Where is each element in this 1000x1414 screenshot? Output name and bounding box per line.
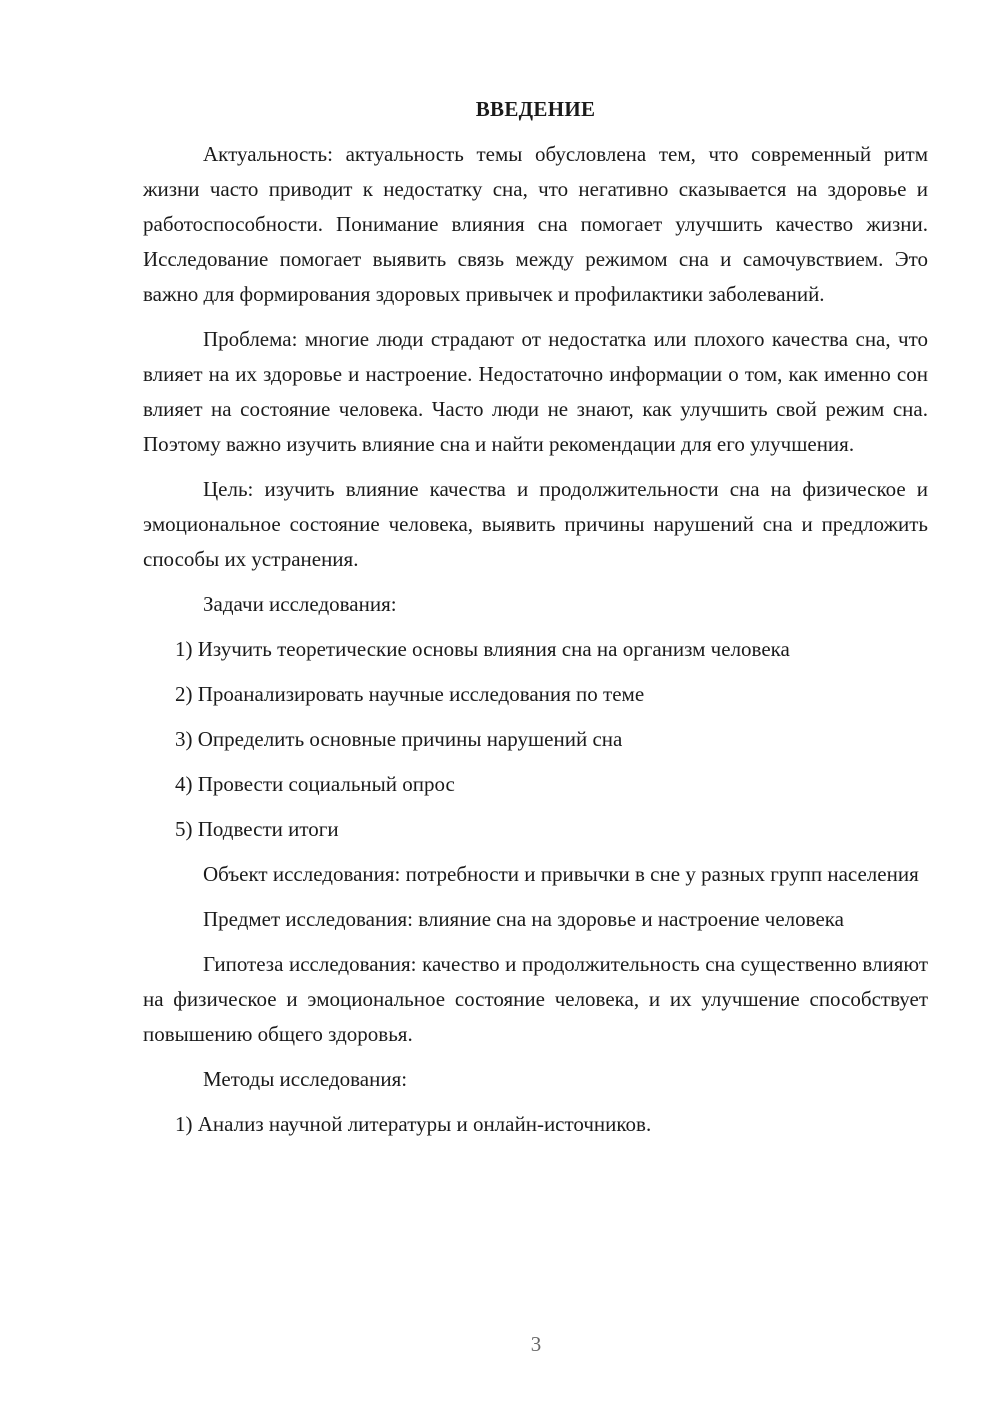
task-item: 2) Проанализировать научные исследования по теме — [175, 682, 645, 706]
paragraph-relevance: Актуальность: актуальность темы обусловлена тем, что современный ритм жизни часто приводит к недостатку сна, что негативно сказывается на здоровье и работоспособности. Понимание влияния сна помогает улучшить качество жизни. Исследование помогает выявить связь между режимом сна и самочувствием. Это важно для формирования здоровых привычек и профилактики заболеваний. — [143, 142, 928, 306]
paragraph-hypothesis: Гипотеза исследования: качество и продолжительность сна существенно влияют на физическое и эмоциональное состояние человека, и их улучшение способствует повышению общего здоровья. — [143, 952, 928, 1046]
paragraph-object: Объект исследования: потребности и привычки в сне у разных групп населения — [203, 862, 919, 886]
task-item: 3) Определить основные причины нарушений сна — [175, 727, 623, 751]
paragraph-goal: Цель: изучить влияние качества и продолжительности сна на физическое и эмоциональное состояние человека, выявить причины нарушений сна и предложить способы их устранения. — [143, 477, 928, 571]
page-title: ВВЕДЕНИЕ — [475, 97, 596, 121]
document-page — [143, 92, 928, 1152]
method-item: 1) Анализ научной литературы и онлайн-источников. — [175, 1112, 652, 1136]
page-number: 3 — [530, 1332, 542, 1356]
methods-heading: Методы исследования: — [203, 1067, 408, 1091]
task-item: 1) Изучить теоретические основы влияния сна на организм человека — [175, 637, 790, 661]
paragraph-problem: Проблема: многие люди страдают от недостатка или плохого качества сна, что влияет на их здоровье и настроение. Недостаточно информации о том, как именно сон влияет на состояние человека. Часто люди не знают, как улучшить свой режим сна. Поэтому важно изучить влияние сна и найти рекомендации для его улучшения. — [143, 327, 928, 456]
task-item: 5) Подвести итоги — [175, 817, 339, 841]
task-item: 4) Провести социальный опрос — [175, 772, 455, 796]
paragraph-subject: Предмет исследования: влияние сна на здоровье и настроение человека — [203, 907, 844, 931]
tasks-heading: Задачи исследования: — [203, 592, 397, 616]
